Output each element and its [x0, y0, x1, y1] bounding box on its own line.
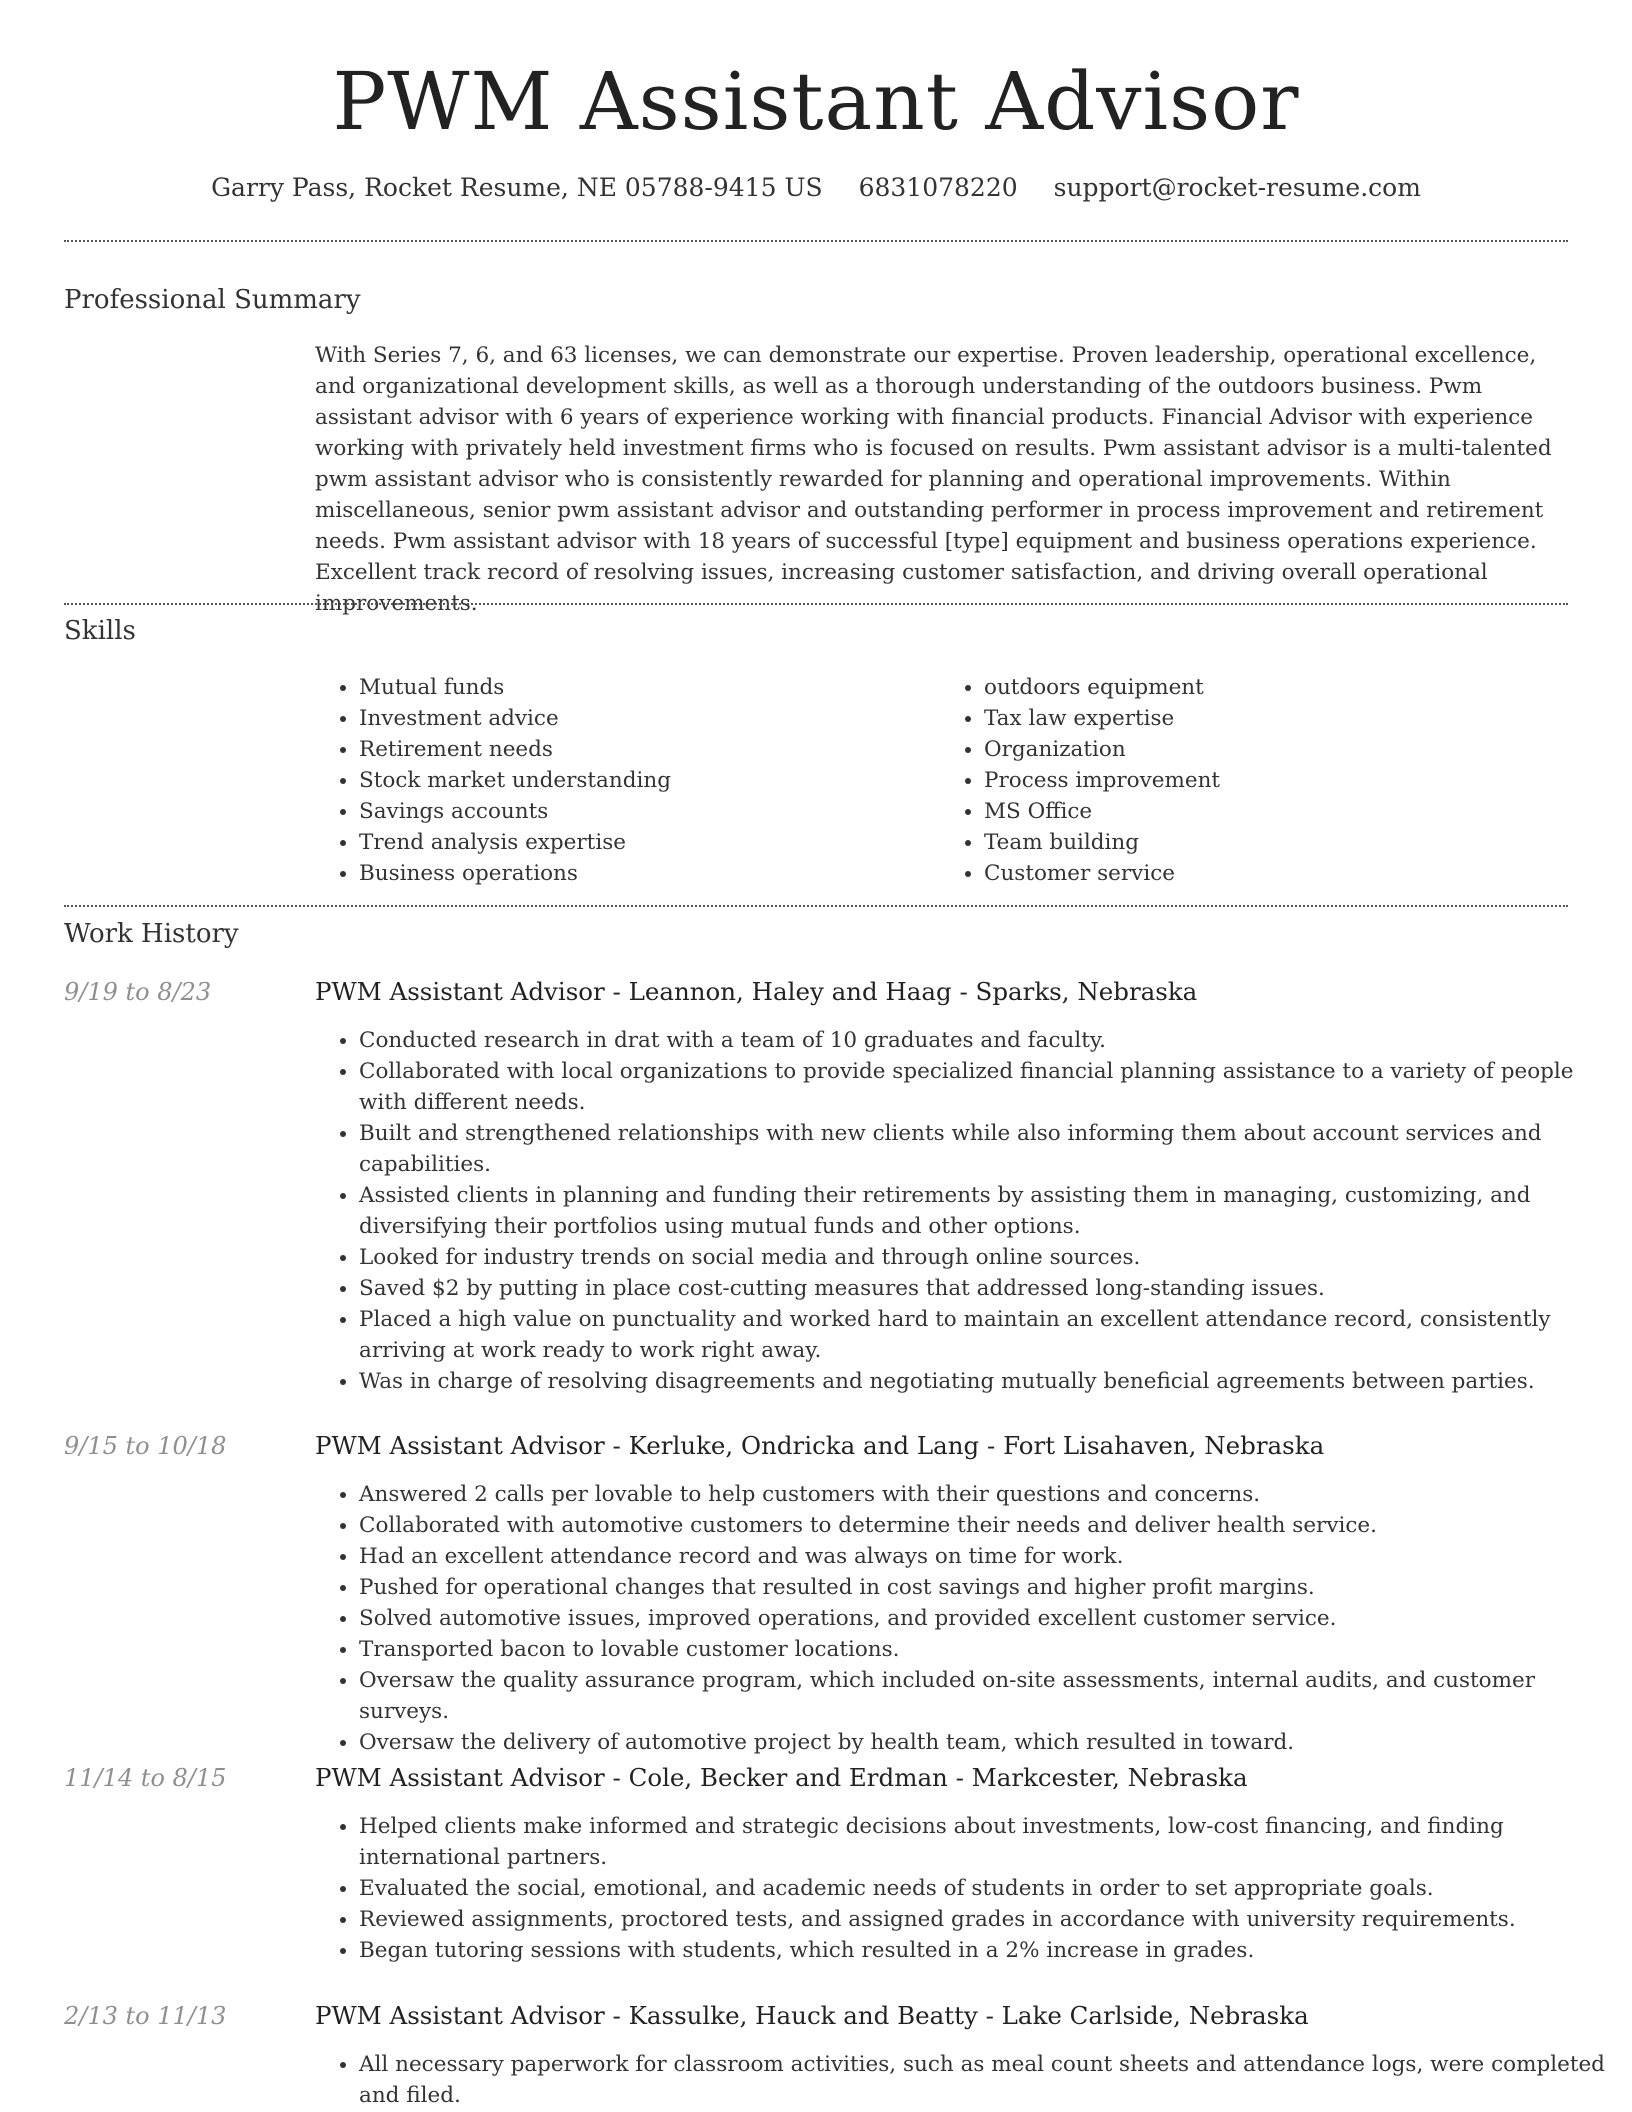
- skill-item: • Mutual funds: [359, 672, 940, 703]
- contact-phone: 6831078220: [858, 173, 1018, 202]
- job-bullet: • Collaborated with local organizations to provide specialized financial planning assistance to a variety of people with different needs.: [359, 1056, 1609, 1118]
- job-title: PWM Assistant Advisor - Leannon, Haley and Haag - Sparks, Nebraska: [315, 977, 1198, 1006]
- job-bullet: • Reviewed assignments, proctored tests, and assigned grades in accordance with university requirements.: [359, 1904, 1609, 1935]
- skill-item: • Investment advice: [359, 703, 940, 734]
- job-bullets: [315, 1811, 1609, 1966]
- section-title-work-history: Work History: [64, 919, 239, 949]
- job-bullet: • Assisted clients in planning and funding their retirements by assisting them in managing, customizing, and diversifying their portfolios using mutual funds and other options.: [359, 1180, 1609, 1242]
- job-bullet: • Was in charge of resolving disagreements and negotiating mutually beneficial agreements between parties.: [359, 1366, 1609, 1397]
- divider: [64, 603, 1568, 605]
- job-bullets: [315, 1025, 1609, 1397]
- skill-item: • Tax law expertise: [984, 703, 1565, 734]
- job-bullet: • Helped clients make informed and strategic decisions about investments, low-cost financing, and finding international partners.: [359, 1811, 1609, 1873]
- job-bullets: [315, 1479, 1609, 1758]
- job-bullet: • Placed a high value on punctuality and worked hard to maintain an excellent attendance record, consistently arriving at work ready to work right away.: [359, 1304, 1609, 1366]
- contact-email: support@rocket-resume.com: [1053, 173, 1421, 202]
- contact-address: Garry Pass, Rocket Resume, NE 05788-9415 US: [211, 173, 823, 202]
- job-bullet: • Solved automotive issues, improved operations, and provided excellent customer service.: [359, 1603, 1609, 1634]
- contact-line: [0, 170, 1632, 206]
- job-bullet: • Had an excellent attendance record and was always on time for work.: [359, 1541, 1609, 1572]
- job-bullet: • Began tutoring sessions with students, which resulted in a 2% increase in grades.: [359, 1935, 1609, 1966]
- divider: [64, 240, 1568, 242]
- summary-text: With Series 7, 6, and 63 licenses, we can demonstrate our expertise. Proven leadership, operational excellence, and organizational development skills, as well as a thorough understanding of the outdoors business. Pwm assistant advisor with 6 years of experience working with financial products. Financial Advisor with experience working with privately held investment firms who is focused on results. Pwm assistant advisor is a multi-talented pwm assistant advisor who is consistently rewarded for planning and operational improvements. Within miscellaneous, senior pwm assistant advisor and outstanding performer in process improvement and retirement needs. Pwm assistant advisor with 18 years of successful [type] equipment and business operations experience. Excellent track record of resolving issues, increasing customer satisfaction, and driving overall operational improvements.: [315, 343, 1552, 616]
- skill-item: • Savings accounts: [359, 796, 940, 827]
- job-bullet: • Oversaw the delivery of automotive project by health team, which resulted in toward.: [359, 1727, 1609, 1758]
- skill-item: • Process improvement: [984, 765, 1565, 796]
- job-bullet: • All necessary paperwork for classroom activities, such as meal count sheets and attendance logs, were completed and filed.: [359, 2049, 1609, 2111]
- skill-item: • Business operations: [359, 858, 940, 889]
- skill-item: • Trend analysis expertise: [359, 827, 940, 858]
- skills-list: [315, 672, 1565, 889]
- skills-column-left: [315, 672, 940, 889]
- skill-item: • outdoors equipment: [984, 672, 1565, 703]
- divider: [64, 905, 1568, 907]
- job-bullet: • Evaluated the social, emotional, and academic needs of students in order to set appropriate goals.: [359, 1873, 1609, 1904]
- skill-item: • MS Office: [984, 796, 1565, 827]
- skill-item: • Stock market understanding: [359, 765, 940, 796]
- job-bullets: [315, 2049, 1609, 2111]
- job-title: PWM Assistant Advisor - Kerluke, Ondricka and Lang - Fort Lisahaven, Nebraska: [315, 1431, 1325, 1460]
- section-title-skills: Skills: [64, 616, 136, 646]
- job-bullet: • Conducted research in drat with a team of 10 graduates and faculty.: [359, 1025, 1609, 1056]
- job-bullet: • Saved $2 by putting in place cost-cutting measures that addressed long-standing issues.: [359, 1273, 1609, 1304]
- job-title: PWM Assistant Advisor - Cole, Becker and Erdman - Markcester, Nebraska: [315, 1763, 1248, 1792]
- job-bullet: • Oversaw the quality assurance program, which included on-site assessments, internal audits, and customer surveys.: [359, 1665, 1609, 1727]
- job-bullet: • Pushed for operational changes that resulted in cost savings and higher profit margins.: [359, 1572, 1609, 1603]
- job-bullet: • Built and strengthened relationships with new clients while also informing them about account services and capabilities.: [359, 1118, 1609, 1180]
- skill-item: • Retirement needs: [359, 734, 940, 765]
- skills-column-right: [940, 672, 1565, 889]
- job-bullet: • Looked for industry trends on social media and through online sources.: [359, 1242, 1609, 1273]
- job-bullet: • Transported bacon to lovable customer locations.: [359, 1634, 1609, 1665]
- job-dates: 11/14 to 8/15: [64, 1764, 227, 1792]
- job-bullet: • Answered 2 calls per lovable to help customers with their questions and concerns.: [359, 1479, 1609, 1510]
- skill-item: • Organization: [984, 734, 1565, 765]
- job-title: PWM Assistant Advisor - Kassulke, Hauck and Beatty - Lake Carlside, Nebraska: [315, 2001, 1309, 2030]
- job-dates: 9/15 to 10/18: [64, 1432, 227, 1460]
- skill-item: • Customer service: [984, 858, 1565, 889]
- job-dates: 9/19 to 8/23: [64, 978, 212, 1006]
- job-dates: 2/13 to 11/13: [64, 2002, 227, 2030]
- skill-item: • Team building: [984, 827, 1565, 858]
- resume-title: PWM Assistant Advisor: [332, 55, 1300, 148]
- section-title-summary: Professional Summary: [64, 285, 361, 315]
- job-bullet: • Collaborated with automotive customers to determine their needs and deliver health service.: [359, 1510, 1609, 1541]
